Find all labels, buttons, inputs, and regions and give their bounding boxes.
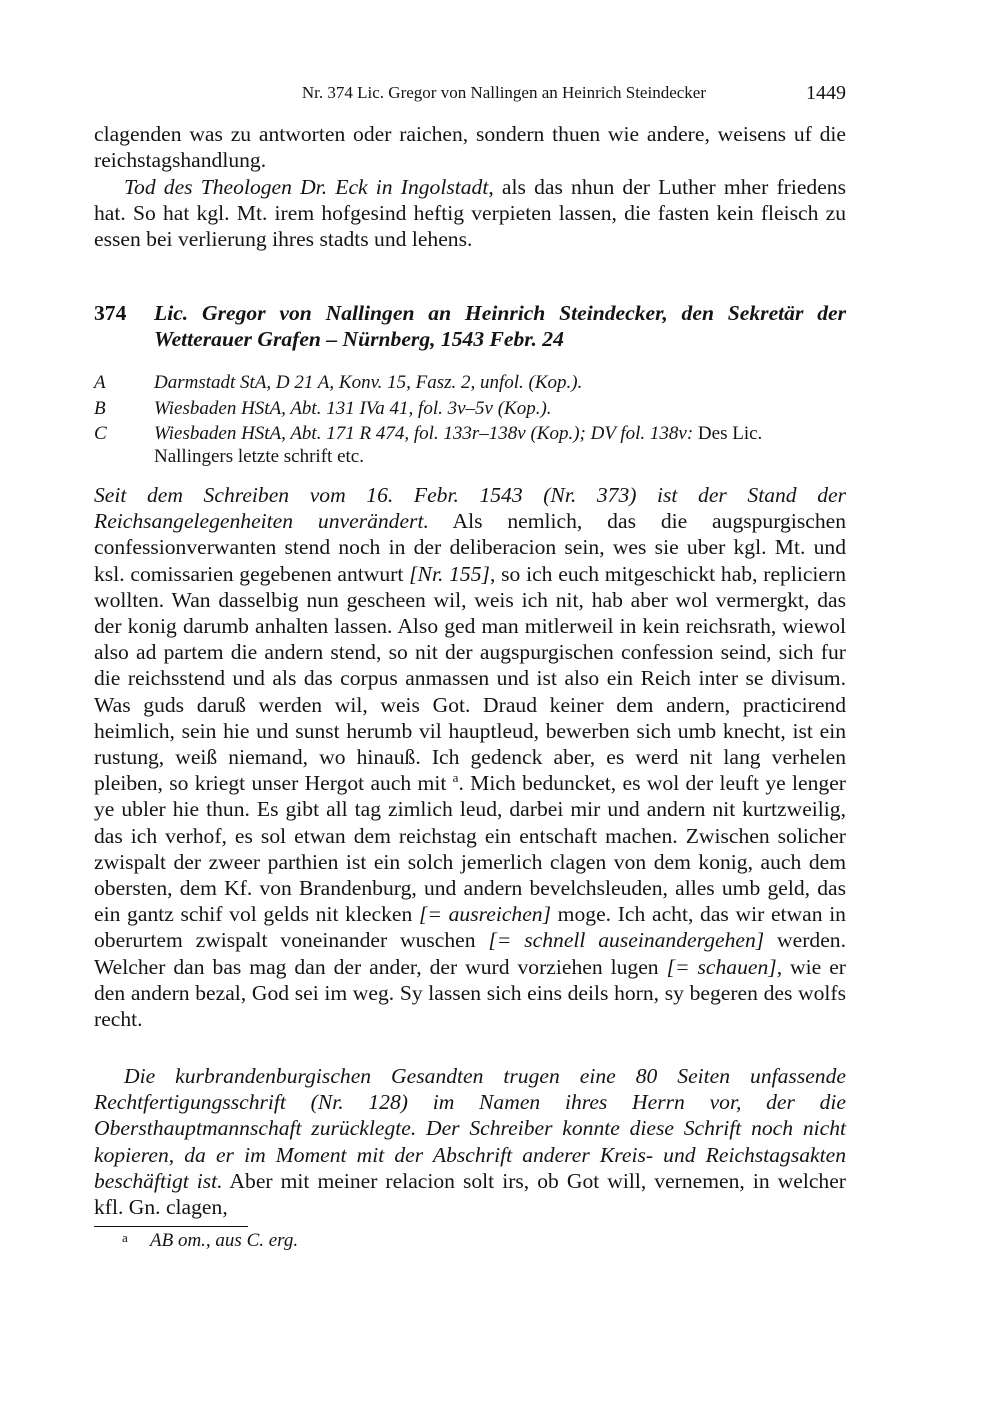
source-text: Wiesbaden HStA, Abt. 171 R 474, fol. 133r–138v (Kop.); DV fol. 138v: bbox=[154, 423, 694, 444]
main-paragraph-2: Die kurbrandenburgischen Gesandten trugen eine 80 Seiten unfassende Rechtfertigungsschrift (Nr. 128) im Namen ihres Herrn vor, der die Obersthauptmannschaft zurücklegte. Der Schreiber konnte diese Schrift noch nicht kopieren, da er im Moment mit der Abschrift anderer Kreis- und Reichstagsakten beschäftigt ist. Aber mit meiner relacion solt irs, ob Got will, vernemen, in welcher kfl. Gn. clagen, bbox=[94, 1064, 846, 1220]
footnote-rule bbox=[94, 1226, 248, 1227]
editorial-summary: Die kurbrandenburgischen Gesandten trugen eine 80 Seiten unfassende Rechtfertigungsschrift (Nr. 128) im Namen ihres Herrn vor, der die Obersthauptmannschaft zurücklegte. Der Schreiber konnte diese Schrift noch nicht kopieren, da er im Moment mit der Abschrift anderer Kreis- und Reichstagsakten beschäftigt ist. bbox=[94, 1064, 846, 1193]
footnote-text: AB om., aus C. erg. bbox=[150, 1230, 299, 1251]
editorial-note: Tod des Theologen Dr. Eck in Ingolstadt bbox=[124, 175, 489, 199]
source-item-b bbox=[94, 398, 846, 421]
page-number: 1449 bbox=[806, 82, 846, 104]
document-title: Lic. Gregor von Nallingen an Heinrich Steindecker, den Sekretär der Wetterauer Grafen – Nürnberg, 1543 Febr. 24 bbox=[154, 301, 846, 352]
source-text: Darmstadt StA, D 21 A, Konv. 15, Fasz. 2, unfol. (Kop.). bbox=[154, 372, 583, 393]
document-number: 374 bbox=[94, 301, 127, 325]
source-dorsal-note: Des Lic. Nallingers letzte schrift etc. bbox=[154, 423, 763, 467]
document-heading bbox=[94, 300, 846, 352]
source-letter: C bbox=[94, 423, 107, 444]
source-list bbox=[94, 372, 846, 471]
carryover-paragraph-1: clagenden was zu antworten oder raichen, sondern thuen wie andere, weisens uf die reichstagshandlung. bbox=[94, 122, 846, 173]
running-head bbox=[94, 80, 846, 106]
footnote-reference[interactable]: a bbox=[452, 770, 459, 786]
main-paragraph-1: Seit dem Schreiben vom 16. Febr. 1543 (Nr. 373) ist der Stand der Reichsangelegenheiten unverändert. Als nemlich, das die augspurgischen confessionverwanten stend noch in der deliberacion sein, wes sie uber kgl. Mt. und ksl. comissarien gegebenen antwurt [Nr. 155], so ich euch mitgeschickt hab, repliciern wollten. Wan dasselbig nun gescheen wil, weis ich nit, hab aber wol vermergkt, das der konig darumb anhalten lassen. Also ged man mitlerweil in kein reichsrath, wiewol also ad partem die andern stend, so nit der augspurgischen confession seind, sich fur die reichsstend und als das corpus anmassen und ist also ein Reich inter se divisum. Was guds daruß werden wil, weis Got. Draud keiner dem andern, practicirend heimlich, sein hie und sunst herumb vil hauptleud, bewerben sich umb knecht, ist ein rustung, weiß niemand, wo hinauß. Ich gedenck aber, es werd nit lang verhelen pleiben, so kriegt unser Hergot auch mit $^a$. Mich beduncket, es wol der leuft ye lenger ye ubler hie thun. Es gibt all tag zimlich leud, darbei mir und andern nit kurtzweilig, das ich verhof, es sol etwan dem reichstag ein entschaft machen. Zwischen solicher zwispalt der zweer parthien ist ein solch jemerlich clagen von dem konig, auch dem obersten, dem Kf. von Brandenburg, und andern bevelchsleuden, alles umb geld, das ein gantz schif vol gelds nit klecken [= ausreichen] moge. Ich acht, das wir etwan in oberurtem zwispalt voneinander wuschen [= schnell auseinandergehen] werden. Welcher dan bas mag dan der ander, der wurd vorziehen lugen [= schauen], wie er den andern bezal, God sei im weg. Sy lassen sich eins deils horn, sy begeren des wolfs recht. bbox=[94, 483, 846, 1032]
page bbox=[94, 0, 846, 1418]
source-item-c bbox=[94, 423, 846, 468]
carryover-paragraph-2: Tod des Theologen Dr. Eck in Ingolstadt, als das nhun der Luther mher friedens hat. So hat kgl. Mt. irem hofgesind heftig verpieten lassen, die fasten kein fleisch zu essen bei verlierung ihres stadts und lehens. bbox=[94, 175, 846, 252]
footnote-mark: a bbox=[122, 1230, 128, 1245]
source-letter: A bbox=[94, 372, 106, 393]
source-letter: B bbox=[94, 397, 106, 419]
running-head-title: Nr. 374 Lic. Gregor von Nallingen an Heinrich Steindecker bbox=[301, 83, 706, 102]
source-item-a bbox=[94, 372, 846, 395]
source-text: Wiesbaden HStA, Abt. 131 IVa 41, fol. 3v–5v (Kop.). bbox=[154, 397, 552, 419]
